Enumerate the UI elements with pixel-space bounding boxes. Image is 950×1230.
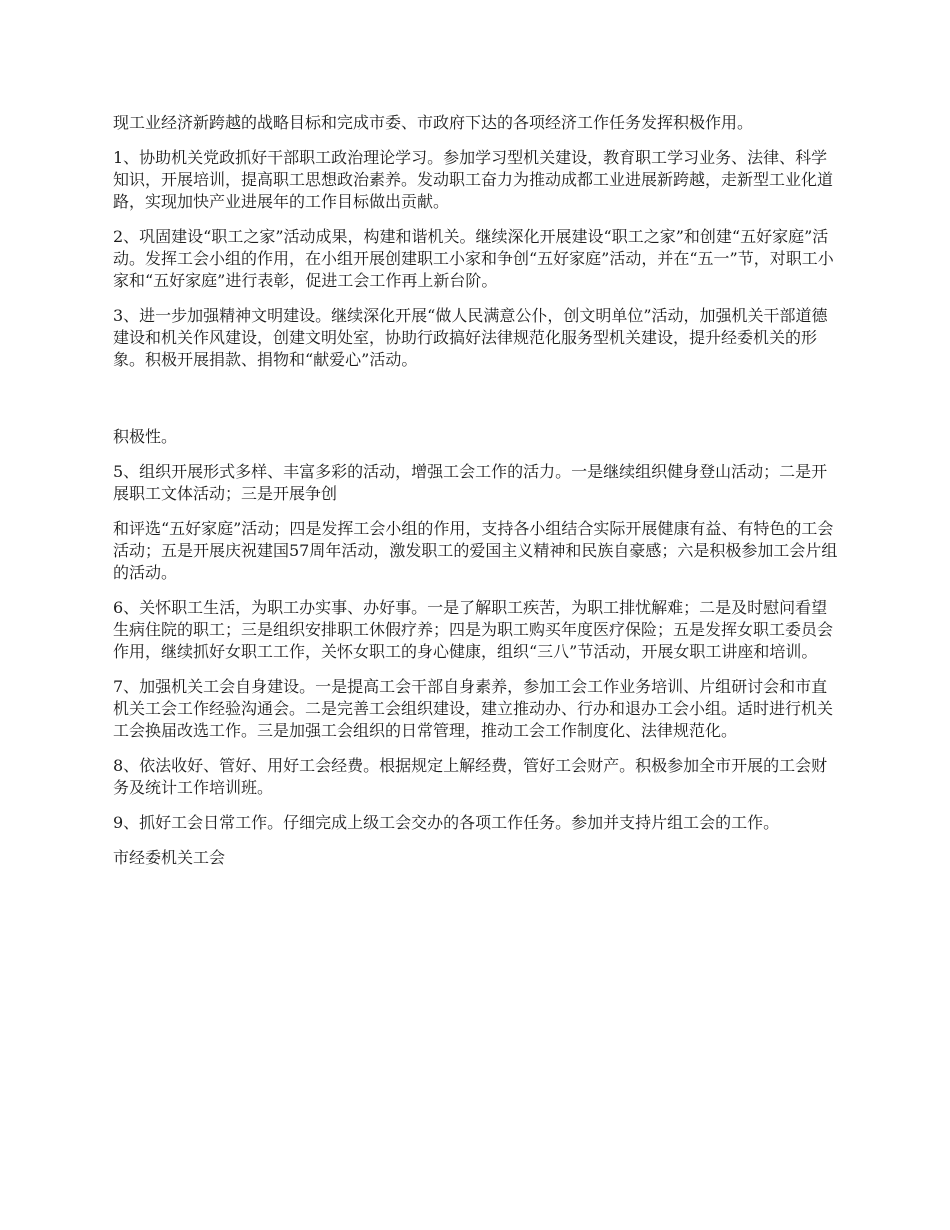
item-9-paragraph: 9、抓好工会日常工作。仔细完成上级工会交办的各项工作任务。参加并支持片组工会的工作。 <box>113 813 780 832</box>
intro-paragraph: 现工业经济新跨越的战略目标和完成市委、市政府下达的各项经济工作任务发挥积极作用。 <box>113 113 754 132</box>
item-8-paragraph: 8、依法收好、管好、用好工会经费。根据规定上解经费，管好工会财产。积极参加全市开展的工会财务及统计工作培训班。 <box>113 756 828 797</box>
item-7-paragraph: 7、加强机关工会自身建设。一是提高工会干部自身素养，参加工会工作业务培训、片组研讨会和市直机关工会工作经验沟通会。二是完善工会组织建设，建立推动办、行办和退办工会小组。适时进行机关工会换届改选工作。三是加强工会组织的日常管理，推动工会工作制度化、法律规范化。 <box>113 677 834 740</box>
item-2-paragraph: 2、巩固建设“职工之家”活动成果，构建和谐机关。继续深化开展建设“职工之家”和创建“五好家庭”活动。发挥工会小组的作用，在小组开展创建职工小家和争创“五好家庭”活动，并在“五一”节，对职工小家和“五好家庭”进行表彰，促进工会工作再上新台阶。 <box>113 227 834 290</box>
fragment-paragraph: 积极性。 <box>113 427 178 446</box>
item-5-paragraph-part-a: 5、组织开展形式多样、丰富多彩的活动，增强工会工作的活力。一是继续组织健身登山活动；二是开展职工文体活动；三是开展争创 <box>113 462 828 503</box>
section-gap <box>113 384 843 426</box>
document-body <box>113 112 843 882</box>
item-3-paragraph: 3、进一步加强精神文明建设。继续深化开展“做人民满意公仆，创文明单位”活动，加强机关干部道德建设和机关作风建设，创建文明处室，协助行政搞好法律规范化服务型机关建设，提升经委机关的形象。积极开展捐款、捐物和“献爱心”活动。 <box>113 306 828 369</box>
signature-line: 市经委机关工会 <box>113 848 226 867</box>
item-1-paragraph: 1、协助机关党政抓好干部职工政治理论学习。参加学习型机关建设，教育职工学习业务、法律、科学知识，开展培训，提高职工思想政治素养。发动职工奋力为推动成都工业进展新跨越，走新型工业化道路，实现加快产业进展年的工作目标做出贡献。 <box>113 148 834 211</box>
item-5-paragraph-part-b: 和评选“五好家庭”活动；四是发挥工会小组的作用，支持各小组结合实际开展健康有益、有特色的工会活动；五是开展庆祝建国57周年活动，激发职工的爱国主义精神和民族自豪感；六是积极参加工会片组的活动。 <box>113 519 838 582</box>
item-6-paragraph: 6、关怀职工生活，为职工办实事、办好事。一是了解职工疾苦，为职工排忧解难；二是及时慰问看望生病住院的职工；三是组织安排职工休假疗养；四是为职工购买年度医疗保险；五是发挥女职工委员会作用，继续抓好女职工工作，关怀女职工的身心健康，组织“三八”节活动，开展女职工讲座和培训。 <box>113 598 834 661</box>
